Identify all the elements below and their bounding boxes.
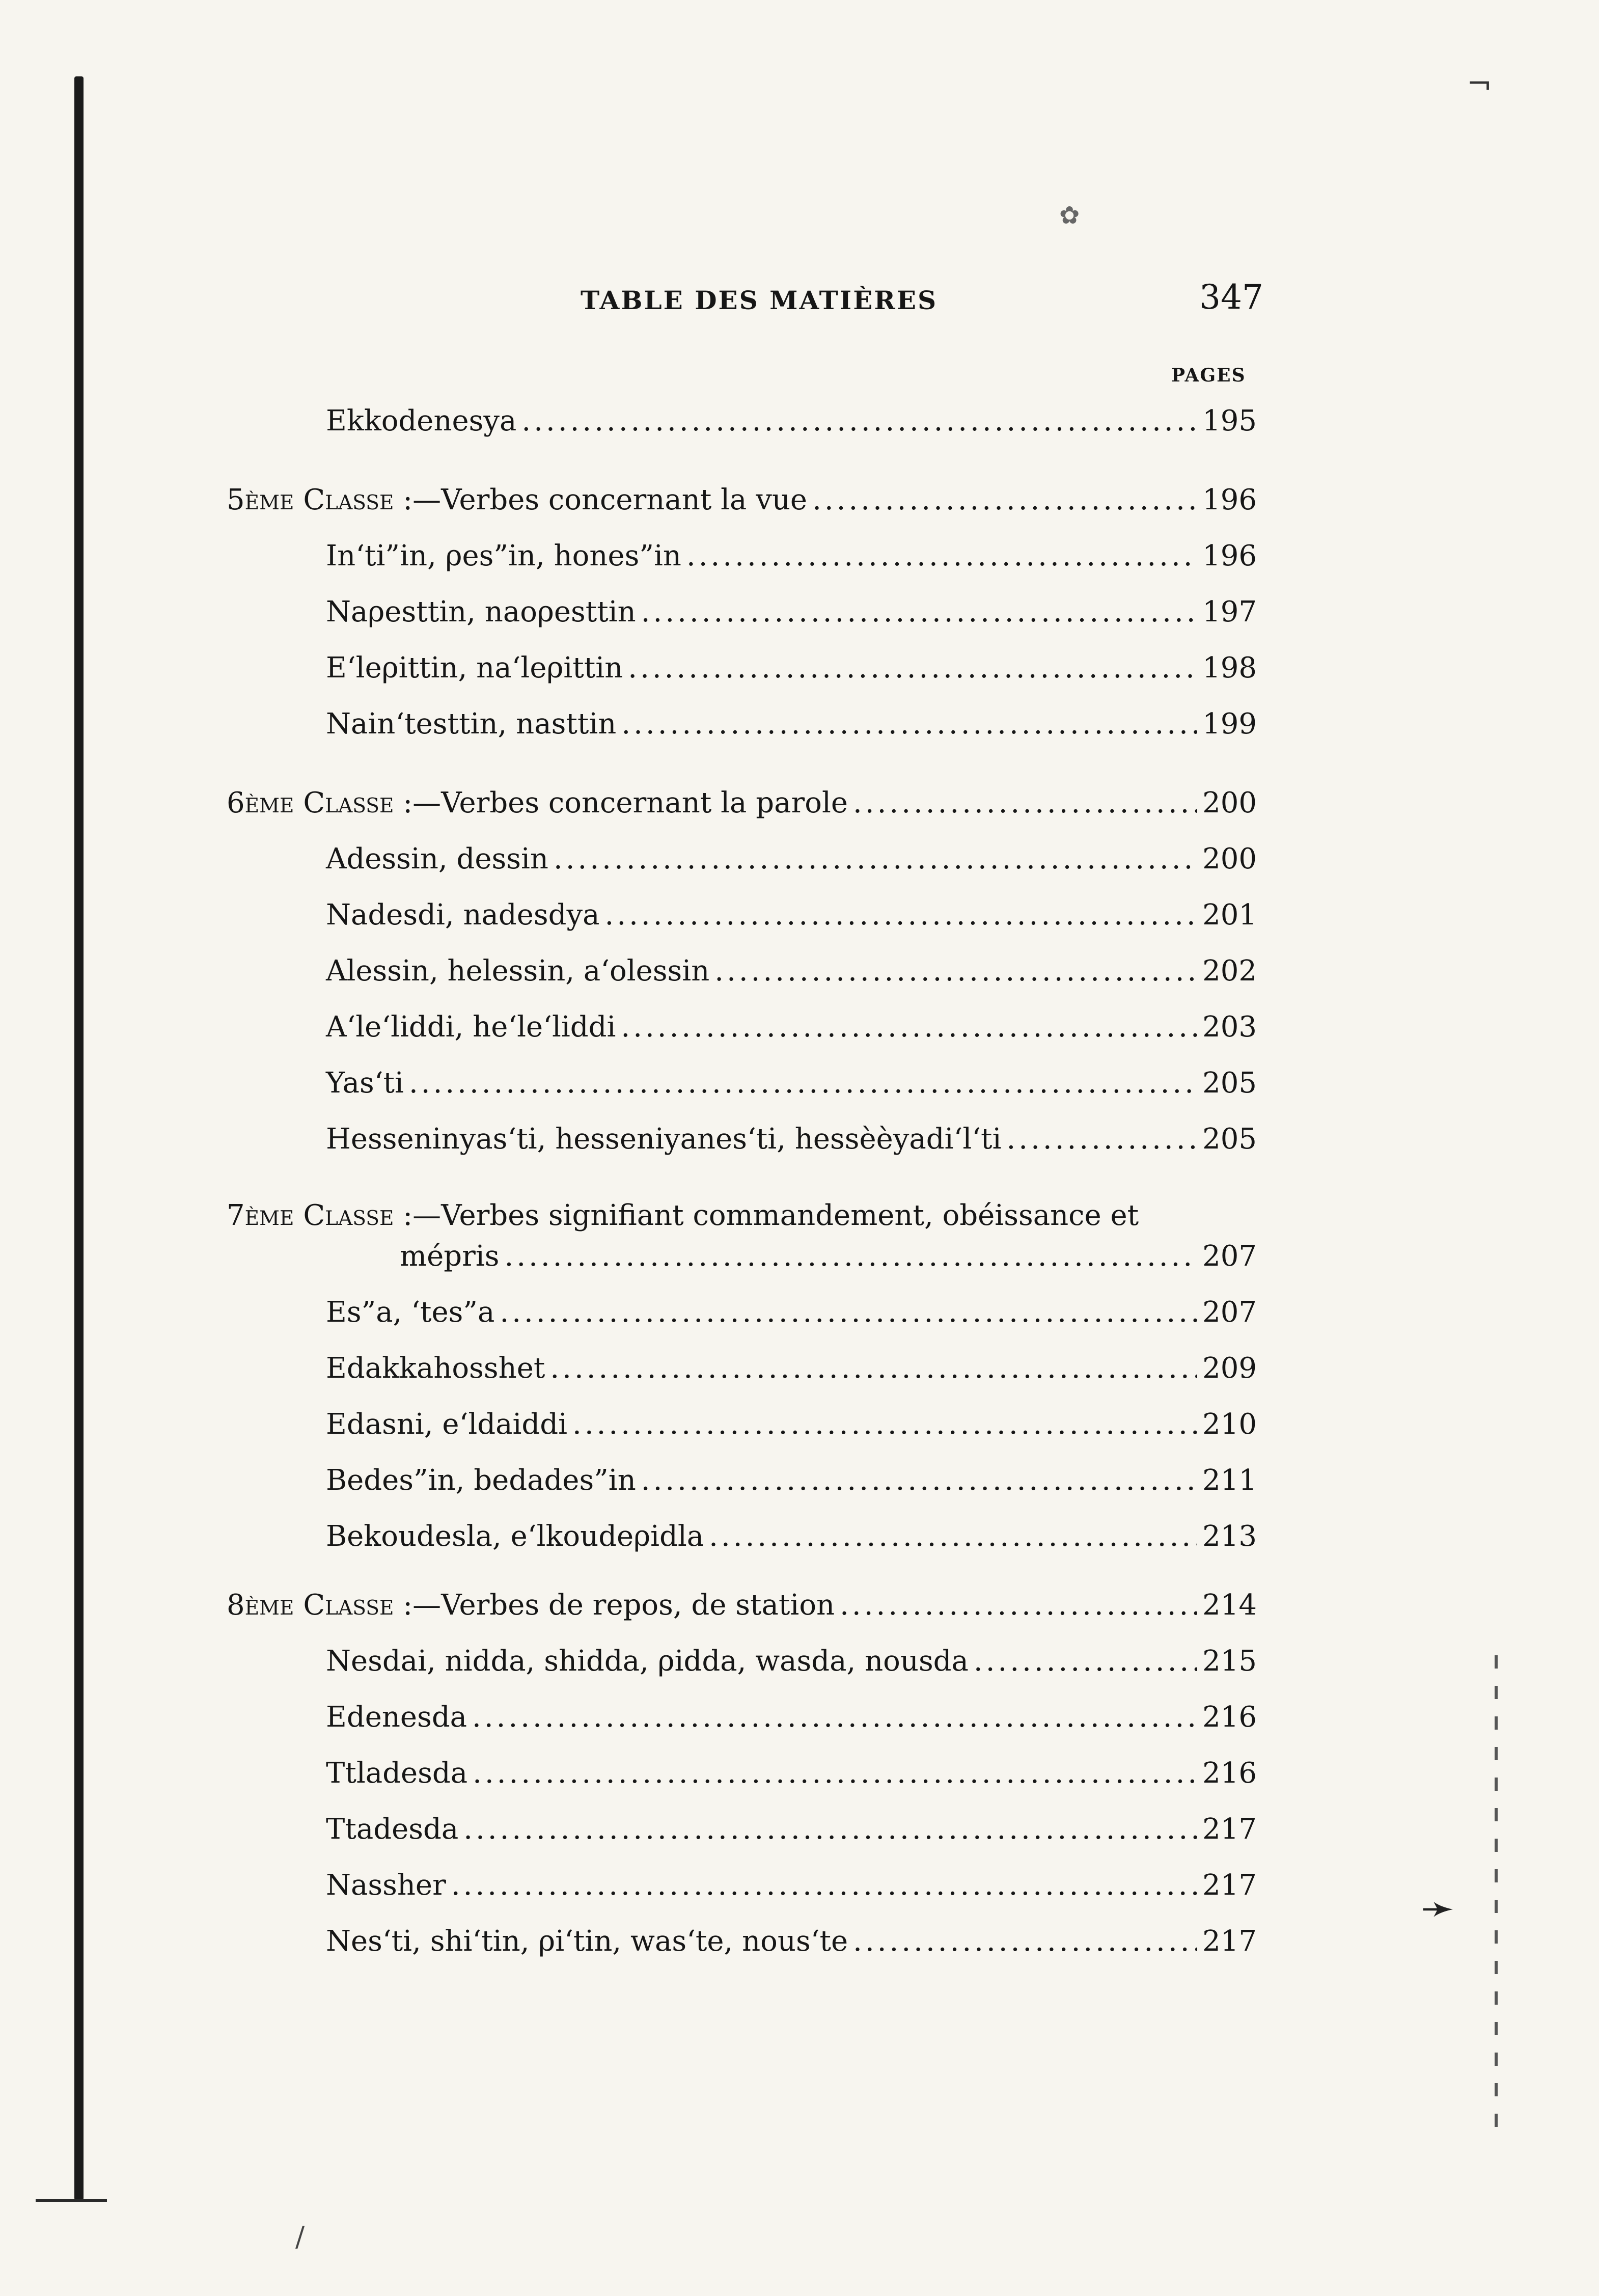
page-number: 347 (1199, 278, 1263, 317)
running-head: TABLE DES MATIÈRES (581, 285, 938, 315)
toc-entry-text: In‘ti”in, ρes”in, hones”in (326, 539, 681, 572)
toc-entry (326, 1520, 1257, 1553)
toc-entry-page: 207 (1202, 1296, 1257, 1329)
dot-leader (641, 1464, 1197, 1497)
dot-leader (709, 1520, 1197, 1553)
class-heading-6 (227, 787, 1257, 819)
toc-entry (326, 899, 1257, 932)
toc-entry (326, 652, 1257, 685)
toc-entry-page: 199 (1202, 707, 1257, 741)
toc-entry-text: Edakkahosshet (326, 1352, 545, 1385)
class-title: :—Verbes de repos, de station (403, 1589, 835, 1622)
toc-entry-page: 217 (1202, 1869, 1257, 1902)
class-label: Classe (303, 786, 394, 819)
dot-leader (1006, 1123, 1197, 1156)
class-label: Classe (303, 483, 394, 516)
toc-entry-page: 215 (1202, 1645, 1257, 1678)
class-title: :—Verbes concernant la vue (403, 483, 808, 516)
toc-entry-text: Nain‘testtin, nasttin (326, 707, 617, 741)
class-label: Classe (303, 1589, 394, 1622)
dot-leader (853, 1925, 1197, 1958)
toc-entry-page: 209 (1202, 1352, 1257, 1385)
toc-entry (326, 1645, 1257, 1678)
dot-leader (500, 1296, 1197, 1329)
toc-entry-page: 205 (1202, 1123, 1257, 1156)
toc-entry-text: Alessin, helessin, a‘olessin (326, 954, 710, 988)
toc-entry (326, 405, 1257, 438)
toc-entry (326, 955, 1257, 988)
dot-leader (605, 899, 1198, 932)
toc-entry-page: 211 (1202, 1464, 1257, 1497)
class-heading-7 (227, 1199, 1139, 1232)
class-page: 200 (1202, 786, 1257, 819)
toc-entry-text: Nes‘ti, shi‘tin, ρi‘tin, was‘te, nous‘te (326, 1925, 848, 1958)
binding-edge-foot (36, 2199, 107, 2202)
toc-entry (326, 1067, 1257, 1100)
toc-entry (326, 1925, 1257, 1958)
toc-entry-page: 201 (1202, 898, 1257, 932)
toc-entry-page: 217 (1202, 1813, 1257, 1846)
toc-entry-page: 216 (1202, 1701, 1257, 1734)
toc-entry-text: Edenesda (326, 1701, 467, 1734)
toc-entry (326, 1011, 1257, 1044)
toc-entry (326, 1701, 1257, 1734)
toc-entry-page: 213 (1202, 1520, 1257, 1553)
toc-entry (326, 1352, 1257, 1385)
dot-leader (714, 955, 1197, 988)
toc-entry-page: 196 (1202, 539, 1257, 572)
toc-entry-page: 198 (1202, 651, 1257, 685)
dot-leader (409, 1067, 1197, 1100)
toc-entry (326, 596, 1257, 628)
dot-leader (572, 1408, 1197, 1441)
dot-leader (550, 1352, 1197, 1385)
toc-entry-text: Naρesttin, naoρesttin (326, 595, 636, 628)
class-title-continued: mépris (400, 1240, 500, 1273)
dot-leader (628, 652, 1197, 685)
toc-entry-text: Bedes”in, bedades”in (326, 1464, 636, 1497)
toc-entry-text: Nassher (326, 1869, 446, 1902)
toc-entry (326, 1464, 1257, 1497)
dot-leader (521, 405, 1197, 438)
toc-entry-text: Ttadesda (326, 1813, 459, 1846)
class-number: 7ème (227, 1199, 294, 1232)
toc-entry-page: 210 (1202, 1408, 1257, 1441)
class-number: 8ème (227, 1589, 294, 1622)
toc-entry-page: 200 (1202, 842, 1257, 876)
stray-mark: / (295, 2221, 305, 2253)
dot-leader (451, 1869, 1197, 1902)
toc-entry-page: 216 (1202, 1757, 1257, 1790)
toc-entry (326, 708, 1257, 741)
dot-leader (812, 484, 1197, 516)
class-label: Classe (303, 1199, 394, 1232)
pages-column-label: PAGES (1171, 365, 1246, 386)
toc-entry-page: 217 (1202, 1925, 1257, 1958)
toc-entry (326, 540, 1257, 572)
toc-entry-text: Nadesdi, nadesdya (326, 898, 600, 932)
class-number: 5ème (227, 483, 294, 516)
toc-entry-text: Ttladesda (326, 1757, 468, 1790)
toc-entry-text: Yas‘ti (326, 1067, 404, 1100)
dot-leader (463, 1813, 1197, 1846)
class-page: 196 (1202, 483, 1257, 516)
toc-entry-page: 203 (1202, 1010, 1257, 1044)
dot-leader (840, 1589, 1197, 1622)
toc-entry-text: Ekkodenesya (326, 404, 517, 438)
dot-leader (974, 1645, 1197, 1678)
dot-leader (473, 1757, 1197, 1790)
toc-entry-page: 197 (1202, 595, 1257, 628)
binding-edge (74, 76, 84, 2200)
toc-entry-text: Edasni, e‘ldaiddi (326, 1408, 568, 1441)
dot-leader (853, 787, 1197, 819)
toc-entry (326, 1296, 1257, 1329)
toc-entry (326, 843, 1257, 876)
toc-entry (326, 1123, 1257, 1156)
class-number: 6ème (227, 786, 294, 819)
class-title: :—Verbes concernant la parole (403, 786, 848, 819)
toc-entry-text: Es”a, ‘tes”a (326, 1296, 495, 1329)
dot-leader (621, 1011, 1197, 1044)
dot-leader (472, 1701, 1197, 1734)
toc-entry (326, 1757, 1257, 1790)
class-heading-7-cont (400, 1240, 1257, 1273)
class-heading-8 (227, 1589, 1257, 1622)
class-page: 207 (1202, 1240, 1257, 1273)
page-edge-marks (1495, 1655, 1498, 2139)
class-heading-5 (227, 484, 1257, 516)
toc-entry-text: Hesseninyas‘ti, hesseniyanes‘ti, hessèèyadi‘l‘ti (326, 1123, 1002, 1156)
toc-entry-text: Bekoudesla, e‘lkoudeρidla (326, 1520, 704, 1553)
dot-leader (554, 843, 1197, 876)
dot-leader (641, 596, 1197, 628)
toc-entry (326, 1813, 1257, 1846)
toc-entry (326, 1408, 1257, 1441)
dot-leader (505, 1240, 1198, 1273)
toc-entry-text: A‘le‘liddi, he‘le‘liddi (326, 1010, 616, 1044)
ink-stamp: ✿ (1059, 201, 1080, 230)
dot-leader (686, 540, 1197, 572)
dot-leader (621, 708, 1197, 741)
class-page: 214 (1202, 1589, 1257, 1622)
toc-entry-text: Nesdai, nidda, shidda, ρidda, wasda, nousda (326, 1645, 969, 1678)
toc-entry-text: Adessin, dessin (326, 842, 548, 876)
toc-entry-page: 205 (1202, 1067, 1257, 1100)
toc-entry (326, 1869, 1257, 1902)
toc-entry-text: E‘leρittin, na‘leρittin (326, 651, 623, 685)
class-title: :—Verbes signifiant commandement, obéissance et (403, 1199, 1139, 1232)
margin-arrow-mark: ➛ (1421, 1884, 1455, 1932)
toc-entry-page: 202 (1202, 954, 1257, 988)
corner-mark: ¬ (1467, 66, 1493, 102)
toc-entry-page: 195 (1202, 404, 1257, 438)
